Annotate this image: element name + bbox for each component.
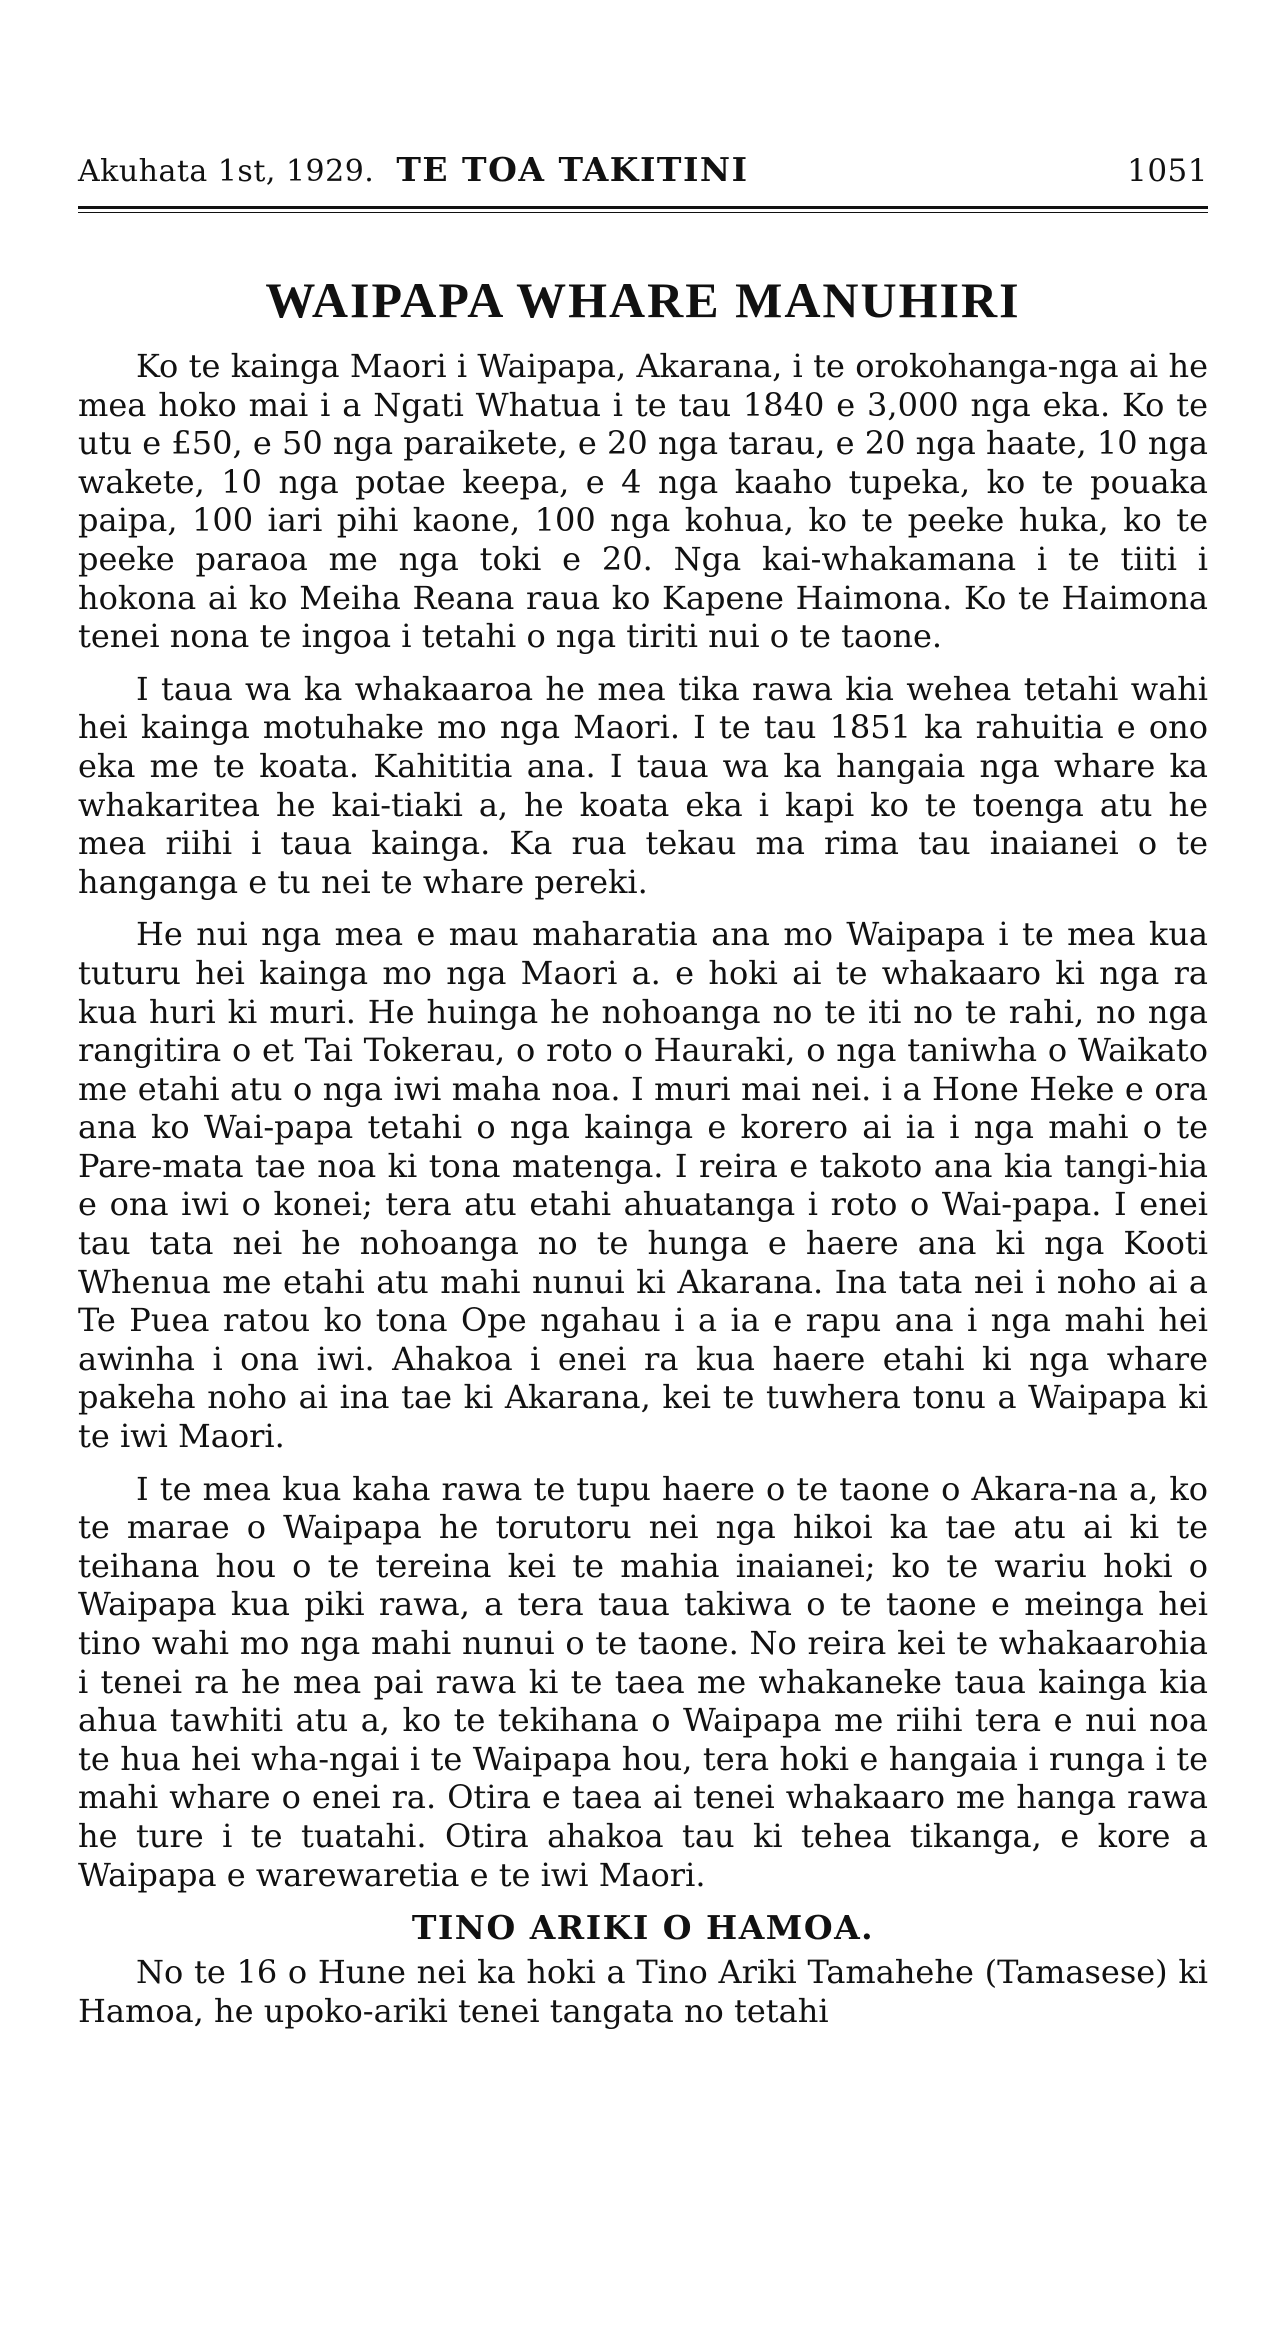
header-rule-thin	[78, 212, 1208, 213]
header-rule-thick	[78, 206, 1208, 209]
section-heading: TINO ARIKI O HAMOA.	[411, 1908, 875, 1948]
article-paragraph-1: Ko te kainga Maori i Waipapa, Akarana, i te orokohanga-nga ai he mea hoko mai i a Ngati Whatua i te tau 1840 e 3,000 nga eka. Ko te utu e £50, e 50 nga paraikete, e 20 nga tarau, e 20 nga haate, 10 nga wakete, 10 nga potae keepa, e 4 nga kaaho tupeka, ko te pouaka paipa, 100 iari pihi kaone, 100 nga kohua, ko te peeke huka, ko te peeke paraoa me nga toki e 20. Nga kai-whakamana i te tiiti i hokona ai ko Meiha Reana raua ko Kapene Haimona. Ko te Haimona tenei nona te ingoa i tetahi o nga tiriti nui o te taone.	[78, 347, 1208, 656]
publication-title: TE TOA TAKITINI	[396, 150, 749, 189]
page-number: 1051	[1127, 153, 1208, 189]
issue-date: Akuhata 1st, 1929.	[78, 154, 375, 189]
running-head-left	[78, 150, 749, 189]
article-paragraph-2: I taua wa ka whakaaroa he mea tika rawa kia wehea tetahi wahi hei kainga motuhake mo nga Maori. I te tau 1851 ka rahuitia e ono eka me te koata. Kahititia ana. I taua wa ka hangaia nga whare ka whakaritea he kai-tiaki a, he koata eka i kapi ko te toenga atu he mea riihi i taua kainga. Ka rua tekau ma rima tau inaianei o te hanganga e tu nei te whare pereki.	[78, 669, 1208, 901]
article-paragraph-4: I te mea kua kaha rawa te tupu haere o te taone o Akara-na a, ko te marae o Waipapa he torutoru nei nga hikoi ka tae atu ai ki te teihana hou o te tereina kei te mahia inaianei; ko te wariu hoki o Waipapa kua piki rawa, a tera taua takiwa o te taone e meinga hei tino wahi mo nga mahi nunui o te taone. No reira kei te whakaarohia i tenei ra he mea pai rawa ki te taea me whakaneke taua kainga kia ahua tawhiti atu a, ko te tekihana o Waipapa me riihi tera e nui noa te hua hei wha-ngai i te Waipapa hou, tera hoki e hangaia i runga i te mahi whare o enei ra. Otira e taea ai tenei whakaaro me hanga rawa he ture i te tuatahi. Otira ahakoa tau ki tehea tikanga, e kore a Waipapa e warewaretia e te iwi Maori.	[78, 1469, 1208, 1894]
article-paragraph-3: He nui nga mea e mau maharatia ana mo Waipapa i te mea kua tuturu hei kainga mo nga Maori a. e hoki ai te whakaaro ki nga ra kua huri ki muri. He huinga he nohoanga no te iti no te rahi, no nga rangitira o et Tai Tokerau, o roto o Hauraki, o nga taniwha o Waikato me etahi atu o nga iwi maha noa. I muri mai nei. i a Hone Heke e ora ana ko Wai-papa tetahi o nga kainga e korero ai ia i nga mahi o te Pare-mata tae noa ki tona matenga. I reira e takoto ana kia tangi-hia e ona iwi o konei; tera atu etahi ahuatanga i roto o Wai-papa. I enei tau tata nei he nohoanga no te hunga e haere ana ki nga Kooti Whenua me etahi atu mahi nunui ki Akarana. Ina tata nei i noho ai a Te Puea ratou ko tona Ope ngahau i a ia e rapu ana i nga mahi hei awinha i ona iwi. Ahakoa i enei ra kua haere etahi ki nga whare pakeha noho ai ina tae ki Akarana, kei te tuwhera tonu a Waipapa ki te iwi Maori.	[78, 915, 1208, 1456]
journal-page	[78, 150, 1208, 2030]
running-head	[78, 150, 1208, 202]
section-paragraph: No te 16 o Hune nei ka hoki a Tino Ariki Tamahehe (Tamasese) ki Hamoa, he upoko-ariki tenei tangata no tetahi	[78, 1953, 1208, 2030]
article-title: WAIPAPA WHARE MANUHIRI	[265, 272, 1021, 328]
